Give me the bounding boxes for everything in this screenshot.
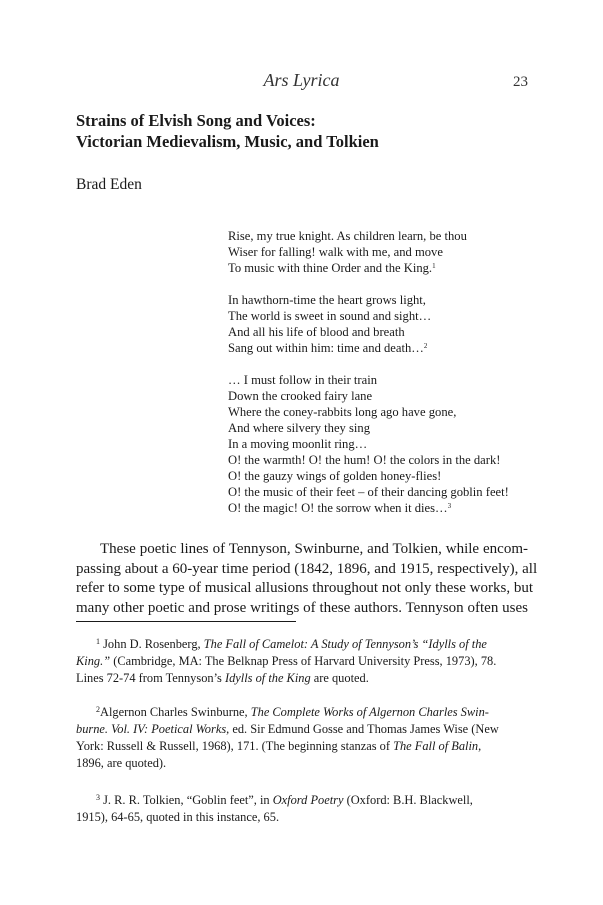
footnote-text: 1915), 64-65, quoted in this instance, 65.: [76, 810, 280, 824]
footnote-text: (Cambridge, MA: The Belknap Press of Harvard University Press, 1973), 78.: [110, 654, 497, 668]
poem-line: And all his life of blood and breath: [228, 325, 405, 339]
footnote-title: The Fall of Camelot: A Study of Tennyson’s “Idylls of the: [203, 637, 487, 651]
poem-line: [228, 340, 548, 356]
poem-line: O! the warmth! O! the hum! O! the colors in the dark!: [228, 453, 501, 467]
poem-line: In hawthorn-time the heart grows light,: [228, 293, 426, 307]
page-number: 23: [513, 74, 528, 90]
footnote-text: J. R. R. Tolkien, “Goblin feet”, in: [103, 793, 273, 807]
poem-line: … I must follow in their train: [228, 373, 378, 387]
body-line: refer to some type of musical allusions throughout not only these works, but: [76, 580, 534, 596]
body-line: These poetic lines of Tennyson, Swinburne, and Tolkien, while encom-: [100, 541, 528, 557]
article-title: [76, 110, 536, 152]
footnote-text: John D. Rosenberg,: [103, 637, 204, 651]
running-head: Ars Lyrica: [263, 70, 340, 90]
poem-line: O! the music of their feet – of their dancing goblin feet!: [228, 485, 509, 499]
body-line: many other poetic and prose writings of these authors. Tennyson often uses: [76, 599, 528, 616]
poem-line: The world is sweet in sound and sight…: [228, 309, 432, 323]
poem-line-text: To music with thine Order and the King.: [228, 261, 433, 275]
footnote-text: (Oxford: B.H. Blackwell,: [343, 793, 473, 807]
footnote-ref-2[interactable]: 2: [423, 342, 428, 350]
title-line-1: Strains of Elvish Song and Voices:: [76, 111, 316, 130]
body-paragraph: [76, 540, 538, 618]
epigraph-stanza-2: [228, 292, 548, 356]
footnote-1: [76, 636, 528, 687]
epigraph: [228, 228, 548, 532]
poem-line: [228, 500, 548, 516]
poem-line: Down the crooked fairy lane: [228, 389, 373, 403]
poem-line-text: Sang out within him: time and death…: [228, 341, 424, 355]
footnote-number: 1: [96, 637, 100, 646]
footnote-title: burne. Vol. IV: Poetical Works,: [76, 722, 230, 736]
footnote-number: 2: [96, 705, 100, 714]
poem-line: And where silvery they sing: [228, 421, 370, 435]
poem-line: [228, 260, 548, 276]
footnote-title: King.”: [76, 654, 111, 668]
footnote-text: 1896, are quoted).: [76, 756, 167, 770]
footnote-divider: [76, 621, 296, 622]
poem-line: O! the gauzy wings of golden honey-flies!: [228, 469, 442, 483]
epigraph-stanza-1: [228, 228, 548, 276]
poem-line: In a moving moonlit ring…: [228, 437, 368, 451]
footnote-text: Algernon Charles Swinburne,: [100, 705, 251, 719]
footnote-3: [76, 792, 528, 826]
poem-line: Wiser for falling! walk with me, and move: [228, 245, 443, 259]
author-name: Brad Eden: [76, 176, 142, 193]
footnote-text: ed. Sir Edmund Gosse and Thomas James Wise (New: [229, 722, 499, 736]
footnote-text: York: Russell & Russell, 1968), 171. (The beginning stanzas of: [76, 739, 394, 753]
footnote-ref-3[interactable]: 3: [447, 502, 452, 510]
epigraph-stanza-3: [228, 372, 548, 516]
footnote-2: [76, 704, 528, 772]
footnote-title: The Complete Works of Algernon Charles Swin-: [250, 705, 489, 719]
footnote-title: The Fall of Balin: [393, 739, 479, 753]
poem-line-text: O! the magic! O! the sorrow when it dies…: [228, 501, 448, 515]
footnote-text: Lines 72-74 from Tennyson’s: [76, 671, 225, 685]
poem-line: Where the coney-rabbits long ago have gone,: [228, 405, 457, 419]
footnote-title: Idylls of the King: [224, 671, 311, 685]
title-line-2: Victorian Medievalism, Music, and Tolkien: [76, 132, 379, 151]
poem-line: Rise, my true knight. As children learn, be thou: [228, 229, 467, 243]
footnote-text: are quoted.: [310, 671, 369, 685]
footnote-title: Oxford Poetry: [272, 793, 344, 807]
body-line: passing about a 60-year time period (1842, 1896, and 1915, respectively), all: [76, 560, 538, 577]
footnote-number: 3: [96, 793, 100, 802]
footnote-text: ,: [478, 739, 482, 753]
footnote-ref-1[interactable]: 1: [432, 262, 436, 270]
